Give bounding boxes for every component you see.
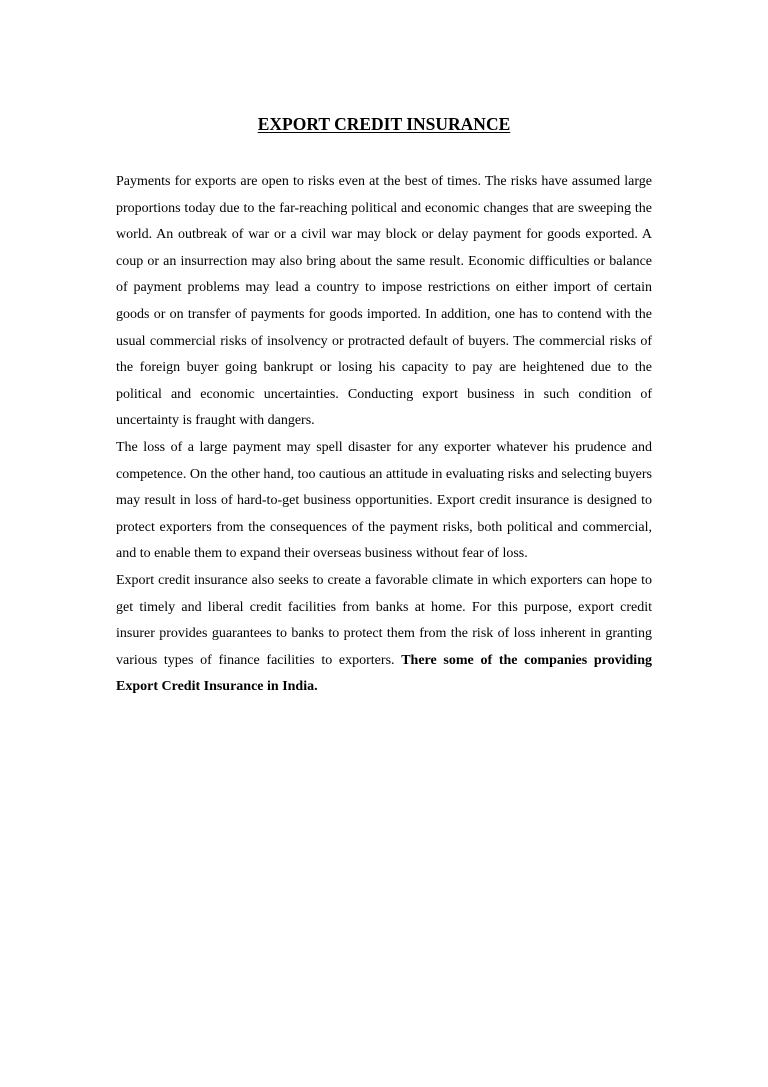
- paragraph-3-text: Export credit insurance also seeks to create a favorable climate in which exporters can hope to get timely and liberal credit facilities from banks at home. For this purpose, export credit insurer provides guarantees to banks to protect them from the risk of loss inherent in granting various types of finance facilities to exporters.: [116, 572, 652, 668]
- paragraph-2: The loss of a large payment may spell disaster for any exporter whatever his prudence and competence. On the other hand, too cautious an attitude in evaluating risks and selecting buyers may result in loss of hard-to-get business opportunities. Export credit insurance is designed to protect exporters from the consequences of the payment risks, both political and commercial, and to enable them to expand their overseas business without fear of loss.: [116, 439, 652, 562]
- document-body: [116, 169, 652, 701]
- paragraph-1: Payments for exports are open to risks even at the best of times. The risks have assumed large proportions today due to the far-reaching political and economic changes that are sweeping the world. An outbreak of war or a civil war may block or delay payment for goods exported. A coup or an insurrection may also bring about the same result. Economic difficulties or balance of payment problems may lead a country to impose restrictions on either import of certain goods or on transfer of payments for goods imported. In addition, one has to contend with the usual commercial risks of insolvency or protracted default of buyers. The commercial risks of the foreign buyer going bankrupt or losing his capacity to pay are heightened due to the political and economic uncertainties. Conducting export business in such condition of uncertainty is fraught with dangers.: [116, 174, 652, 429]
- closing-bold-statement: There some of the companies providing Export Credit Insurance in India.: [116, 652, 652, 695]
- page-title: EXPORT CREDIT INSURANCE: [257, 114, 511, 134]
- paragraph-3: [116, 568, 652, 701]
